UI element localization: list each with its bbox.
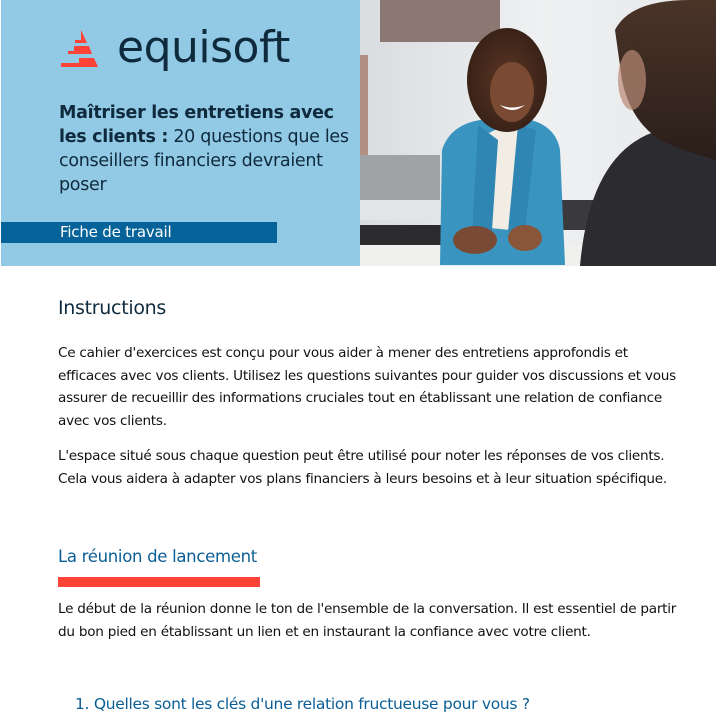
header-photo [360,0,716,266]
brand-wordmark: equisoft [117,22,290,73]
title-regular: 20 questions que les conseillers financiers devraient poser [59,127,349,195]
worksheet-banner [1,222,277,243]
meeting-photo-image [360,0,716,266]
document-header [0,0,716,266]
instructions-paragraph-1: Ce cahier d'exercices est conçu pour vous aider à mener des entretiens approfondis et efficaces avec vos clients. Utilisez les questions suivantes pour guider vos discussions et vous assurer de recueillir des informations cruciales tout en établissant une relation de confiance avec vos clients. [58,345,676,429]
instructions-heading: Instructions [58,297,166,319]
instructions-paragraph-2: L'espace situé sous chaque question peut être utilisé pour noter les réponses de vos clients. Cela vous aidera à adapter vos plans financiers à leurs besoins et à leur situation spécifique. [58,448,667,487]
document-title [59,101,359,197]
question-1: 1. Quelles sont les clés d'une relation fructueuse pour vous ? [75,695,530,713]
section-heading: La réunion de lancement [58,547,257,566]
section-accent-bar [58,577,260,587]
banner-label: Fiche de travail [60,223,172,241]
section-intro: Le début de la réunion donne le ton de l'ensemble de la conversation. Il est essentiel de partir du bon pied en établissant un lien et en instaurant la confiance avec votre client. [58,601,677,640]
title-bold: Maîtriser les entretiens avec les clients : [59,103,334,147]
equisoft-logo [59,22,290,73]
stacked-triangle-logo-icon [59,29,103,71]
